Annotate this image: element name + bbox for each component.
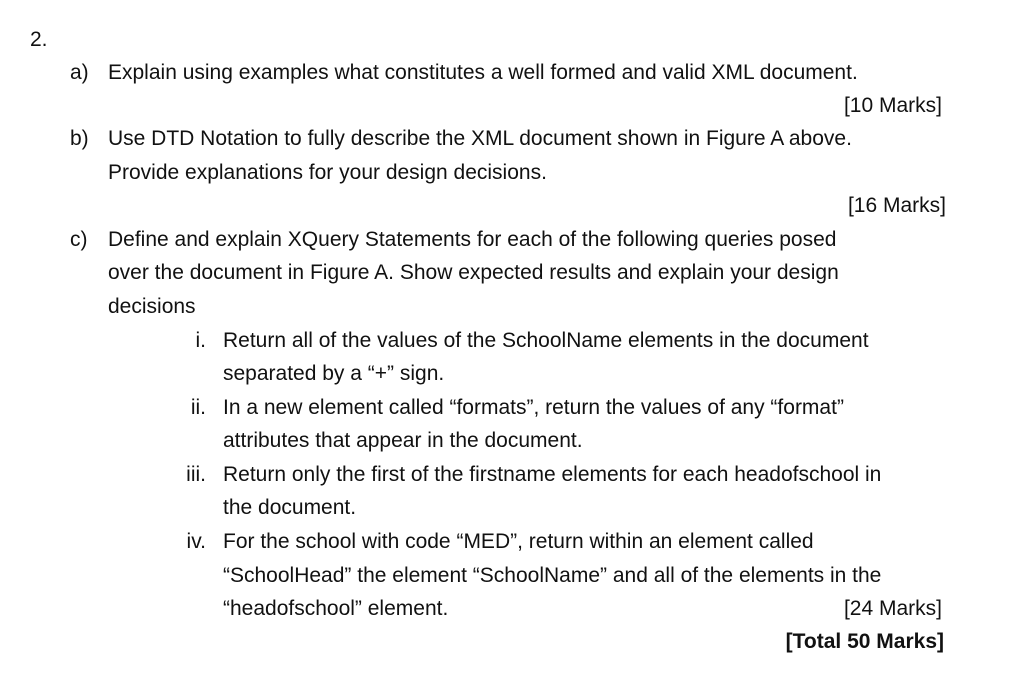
part-b-line-2: Provide explanations for your design decisions. — [108, 161, 547, 184]
part-b-marks: [16 Marks] — [847, 194, 946, 217]
part-c-line-1: Define and explain XQuery Statements for each of the following queries posed — [108, 228, 837, 251]
subpart-iv-line-2: “SchoolHead” the element “SchoolName” and all of the elements in the — [223, 564, 882, 587]
part-c-marker: c) — [70, 228, 88, 251]
part-a-marks: [10 Marks] — [843, 94, 942, 117]
subpart-iv-line-3: “headofschool” element. — [223, 597, 449, 620]
part-c-marks: [24 Marks] — [843, 597, 942, 620]
subpart-iv-line-1: For the school with code “MED”, return within an element called — [223, 530, 814, 553]
subpart-iii-marker: iii. — [186, 463, 206, 486]
subpart-i-line-1: Return all of the values of the SchoolName elements in the document — [223, 329, 869, 352]
subpart-iv-marker: iv. — [186, 530, 206, 553]
part-a-marker: a) — [70, 61, 89, 84]
subpart-ii-line-2: attributes that appear in the document. — [223, 429, 583, 452]
part-c-line-3: decisions — [108, 295, 196, 318]
part-c-line-2: over the document in Figure A. Show expected results and explain your design — [108, 261, 839, 284]
subpart-i-marker: i. — [195, 329, 206, 352]
subpart-iii-line-1: Return only the first of the firstname elements for each headofschool in — [223, 463, 882, 486]
part-a-text: Explain using examples what constitutes a well formed and valid XML document. — [108, 61, 858, 84]
question-number: 2. — [30, 28, 48, 51]
subpart-ii-marker: ii. — [190, 396, 206, 419]
subpart-ii-line-1: In a new element called “formats”, return the values of any “format” — [223, 396, 844, 419]
subpart-iii-line-2: the document. — [223, 496, 357, 519]
part-b-marker: b) — [70, 127, 89, 150]
part-b-line-1: Use DTD Notation to fully describe the XML document shown in Figure A above. — [108, 127, 852, 150]
total-marks: [Total 50 Marks] — [785, 630, 944, 653]
subpart-i-line-2: separated by a “+” sign. — [223, 362, 445, 385]
